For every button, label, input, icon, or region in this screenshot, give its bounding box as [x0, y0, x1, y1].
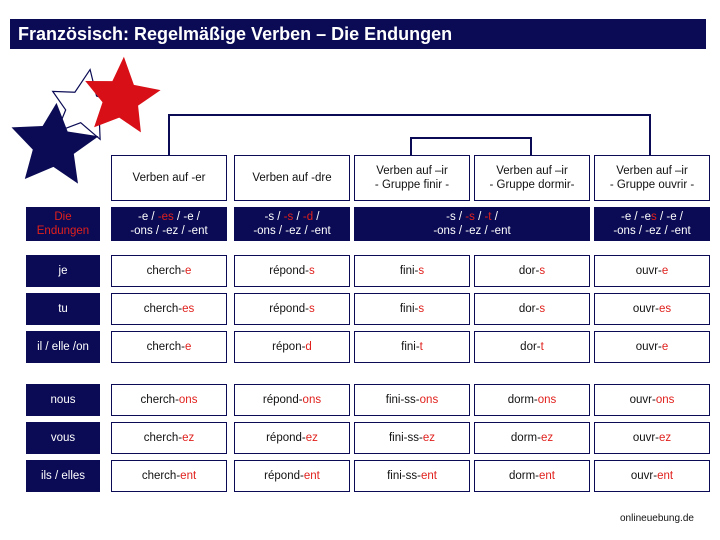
form-cell-tu-er [111, 293, 227, 325]
form-cell-il-elle-on-er [111, 331, 227, 363]
form-cell-je-dormir [474, 255, 590, 287]
group-header-dormir: Verben auf –ir - Gruppe dormir- [474, 155, 590, 201]
verb-stem: répond- [269, 303, 309, 315]
form-cell-il-elle-on-dre [234, 331, 350, 363]
verb-stem: fini- [399, 265, 419, 277]
verb-ending: ons [419, 394, 439, 406]
verb-ending: s [539, 265, 546, 277]
verb-stem: dor- [518, 265, 540, 277]
form-cell-tu-finir [354, 293, 470, 325]
pronoun-tu: tu [26, 293, 100, 325]
verb-stem: dorm- [508, 470, 540, 482]
form-cell-tu-dormir [474, 293, 590, 325]
verb-ending: ez [540, 432, 554, 444]
verb-ending: es [182, 303, 195, 315]
verb-ending: ez [659, 432, 672, 444]
verb-ending: t [540, 341, 544, 353]
verb-ending: e [661, 341, 669, 353]
verb-stem: dor- [518, 303, 540, 315]
verb-stem: cherch- [146, 341, 185, 353]
verb-ending: ent [420, 470, 437, 482]
group-header-dre: Verben auf -dre [234, 155, 350, 201]
form-cell-tu-ouvrir [594, 293, 710, 325]
verb-stem: ouvr- [632, 303, 660, 315]
verb-stem: ouvr- [635, 341, 662, 353]
verb-stem: dorm- [510, 432, 541, 444]
verb-stem: cherch- [143, 432, 183, 444]
group-header-er: Verben auf -er [111, 155, 227, 201]
verb-stem: répond- [262, 394, 303, 406]
verb-ending: es [659, 303, 672, 315]
form-cell-vous-dre [234, 422, 350, 454]
endings-label: Die Endungen [26, 207, 100, 241]
verb-stem: cherch- [140, 394, 179, 406]
form-cell-il-elle-on-dormir [474, 331, 590, 363]
verb-ending: ez [182, 432, 195, 444]
endings-finir-dormir: -s / -s / -t / -ons / -ez / -ent [354, 207, 590, 241]
verb-stem: fini- [401, 341, 420, 353]
verb-stem: cherch- [141, 470, 181, 482]
form-cell-il-elle-on-finir [354, 331, 470, 363]
footer-credit: onlineuebung.de [620, 513, 694, 524]
verb-stem: ouvr- [629, 394, 656, 406]
form-cell-nous-dre [234, 384, 350, 416]
form-cell-ils-elles-finir [354, 460, 470, 492]
verb-ending: t [419, 341, 423, 353]
form-cell-nous-dormir [474, 384, 590, 416]
verb-ending: ent [303, 470, 320, 482]
endings-dre: -s / -s / -d / -ons / -ez / -ent [234, 207, 350, 241]
group-header-ouvrir: Verben auf –ir - Gruppe ouvrir - [594, 155, 710, 201]
verb-ending: ent [180, 470, 197, 482]
verb-stem: cherch- [143, 303, 183, 315]
form-cell-vous-er [111, 422, 227, 454]
verb-ending: ons [537, 394, 557, 406]
verb-ending: d [305, 341, 312, 353]
pronoun-vous: vous [26, 422, 100, 454]
form-cell-je-er [111, 255, 227, 287]
verb-stem: répond- [266, 432, 306, 444]
group-header-finir: Verben auf –ir - Gruppe finir - [354, 155, 470, 201]
verb-stem: cherch- [146, 265, 185, 277]
verb-ending: ent [657, 470, 674, 482]
verb-stem: fini-ss- [385, 394, 420, 406]
form-cell-il-elle-on-ouvrir [594, 331, 710, 363]
verb-stem: ouvr- [632, 432, 660, 444]
form-cell-je-dre [234, 255, 350, 287]
verb-ending: e [184, 341, 192, 353]
verb-ending: e [661, 265, 669, 277]
verb-ending: s [308, 265, 315, 277]
verb-ending: ez [305, 432, 318, 444]
verb-stem: répond- [269, 265, 309, 277]
form-cell-je-finir [354, 255, 470, 287]
pronoun-nous: nous [26, 384, 100, 416]
form-cell-ils-elles-ouvrir [594, 460, 710, 492]
verb-ending: s [539, 303, 546, 315]
pronoun-ils-elles: ils / elles [26, 460, 100, 492]
endings-ouvrir: -e / -es / -e / -ons / -ez / -ent [594, 207, 710, 241]
form-cell-tu-dre [234, 293, 350, 325]
verb-stem: répond- [264, 470, 304, 482]
verb-stem: fini-ss- [387, 470, 421, 482]
form-cell-nous-er [111, 384, 227, 416]
form-cell-vous-dormir [474, 422, 590, 454]
pronoun-il-elle-on: il / elle /on [26, 331, 100, 363]
pronoun-je: je [26, 255, 100, 287]
verb-ending: ons [655, 394, 675, 406]
verb-stem: répon- [272, 341, 306, 353]
verb-stem: fini- [399, 303, 419, 315]
verb-ending: s [308, 303, 315, 315]
verb-ending: e [184, 265, 192, 277]
verb-ending: s [418, 265, 425, 277]
verb-ending: ons [178, 394, 198, 406]
form-cell-vous-ouvrir [594, 422, 710, 454]
form-cell-ils-elles-er [111, 460, 227, 492]
form-cell-nous-finir [354, 384, 470, 416]
form-cell-je-ouvrir [594, 255, 710, 287]
form-cell-ils-elles-dre [234, 460, 350, 492]
verb-ending: ez [422, 432, 436, 444]
verb-ending: ent [539, 470, 556, 482]
verb-ending: s [418, 303, 425, 315]
form-cell-vous-finir [354, 422, 470, 454]
form-cell-nous-ouvrir [594, 384, 710, 416]
verb-stem: dor- [520, 341, 541, 353]
verb-stem: ouvr- [635, 265, 662, 277]
page-title: Französisch: Regelmäßige Verben – Die Endungen [10, 19, 706, 49]
endings-er: -e / -es / -e / -ons / -ez / -ent [111, 207, 227, 241]
verb-stem: ouvr- [630, 470, 658, 482]
verb-stem: fini-ss- [388, 432, 423, 444]
form-cell-ils-elles-dormir [474, 460, 590, 492]
verb-stem: dorm- [507, 394, 538, 406]
verb-ending: ons [302, 394, 322, 406]
